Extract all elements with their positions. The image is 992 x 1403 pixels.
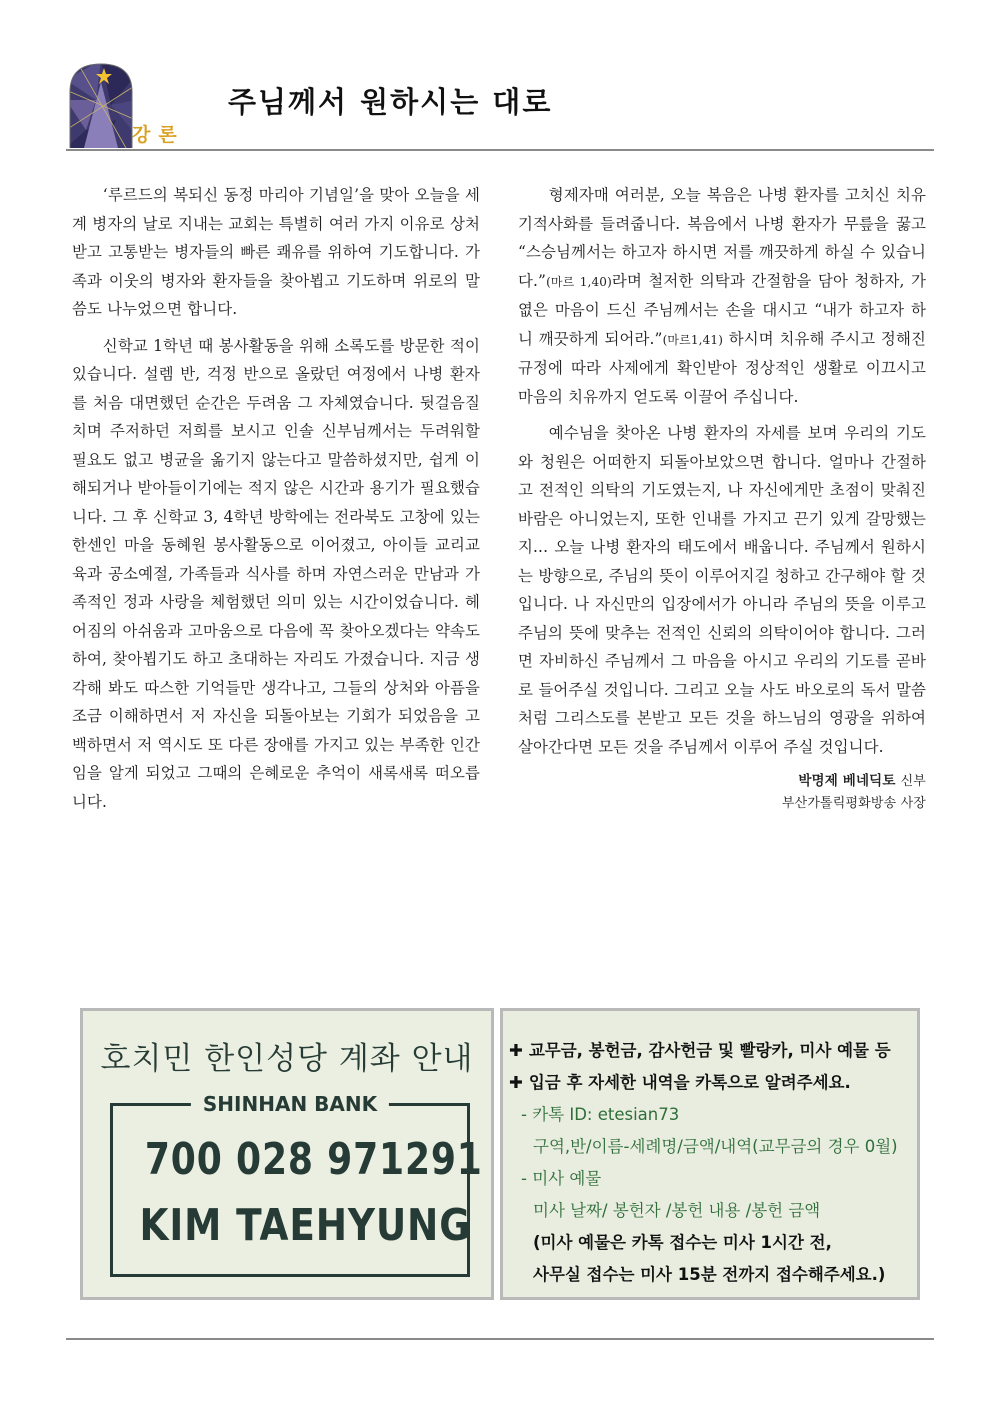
account-holder: KIM TAEHYUNG — [139, 1200, 471, 1251]
account-number: 700 028 971291 — [144, 1134, 483, 1185]
article-left-column — [72, 181, 480, 824]
info-line: ✚ 입금 후 자세한 내역을 카톡으로 알려주세요. — [509, 1067, 911, 1099]
info-line: 구역,반/이름-세례명/금액/내역(교무금의 경우 0월) — [533, 1137, 898, 1156]
author-signature — [518, 769, 926, 815]
cross-icon: ✚ — [509, 1041, 523, 1060]
info-line: ✚ 교무금, 봉헌금, 감사헌금 및 빨랑카, 미사 예물 등 — [509, 1035, 911, 1067]
donation-info-box — [500, 1008, 920, 1300]
info-line: - 미사 예물 — [521, 1169, 602, 1188]
bank-account-box — [80, 1008, 494, 1300]
article-paragraph: 신학교 1학년 때 봉사활동을 위해 소록도를 방문한 적이 있습니다. 설렘 반, 걱정 반으로 올랐던 여정에서 나병 환자를 처음 대면했던 순간은 두려움 그 자체였습니다. 뒷걸음질 치며 주저하던 저희를 보시고 인솔 신부님께서는 두려워할 필요도 없고 병균을 옮기지 않는다고 말씀하셨지만, 쉽게 이해되거나 받아들이기에는 적지 않은 시간과 용기가 필요했습니다. 그 후 신학교 3, 4학년 방학에는 전라북도 고창에 있는 한센인 마을 동혜원 봉사활동으로 이어졌고, 아이들 교리교육과 공소예절, 가족들과 식사를 하며 자연스러운 만남과 가족적인 정과 사랑을 체험했던 의미 있는 시간이었습니다. 헤어짐의 아쉬움과 고마움으로 다음에 꼭 찾아오겠다는 약속도 하여, 찾아뵙기도 하고 초대하는 자리도 가졌습니다. 지금 생각해 봐도 따스한 기억들만 생각나고, 그들의 상처와 아픔을 조금 이해하면서 저 자신을 되돌아보는 기회가 되었음을 고백하면서 저 역시도 또 다른 장애를 가지고 있는 부족한 인간임을 알게 되었고 그때의 은혜로운 추억이 새록새록 떠오릅니다. — [72, 336, 480, 811]
bank-account-frame — [110, 1092, 483, 1277]
cross-icon: ✚ — [509, 1073, 523, 1092]
paragraph-text: 하시며 치유해 주시고 정해진 규정에 따라 사제에게 확인받아 정상적인 생활로 이끄시고 마음의 치유까지 얻도록 이끌어 주십니다. — [518, 329, 926, 406]
scripture-reference: (마르 1,40) — [546, 274, 612, 289]
author-name: 박명제 베네딕토 — [798, 773, 896, 789]
header-divider — [66, 149, 934, 151]
stained-glass-logo-icon — [66, 60, 136, 148]
page-header — [66, 60, 934, 154]
scripture-reference: (마르1,41) — [662, 332, 724, 347]
paragraph-text: 라며 철저한 의탁과 간절함을 담아 청하자, 가엾은 마음이 드신 주님께서는 손을 대시고 “내가 하고자 하니 깨끗하게 되어라.” — [518, 271, 926, 348]
info-line: (미사 예물은 카톡 접수는 미사 1시간 전, — [533, 1233, 832, 1252]
info-line: 미사 날짜/ 봉헌자 /봉헌 내용 /봉헌 금액 — [533, 1201, 821, 1220]
section-label: 강론 — [132, 124, 185, 146]
article-paragraph: ‘루르드의 복되신 동정 마리아 기념일’을 맞아 오늘을 세계 병자의 날로 지내는 교회는 특별히 여러 가지 이유로 상처받고 고통받는 병자들의 빠른 쾌유를 위하여 기도합니다. 가족과 이웃의 병자와 환자들을 찾아뵙고 기도하며 위로의 말씀도 나누었으면 합니다. — [72, 186, 480, 318]
paragraph-text: 형제자매 여러분, 오늘 복음은 나병 환자를 고치신 치유 기적사화를 들려줍니다. 복음에서 나병 환자가 무릎을 꿇고 “스승님께서는 하고자 하시면 저를 깨끗하게 하실 수 있습니다.” — [518, 186, 926, 290]
article-paragraph: 예수님을 찾아온 나병 환자의 자세를 보며 우리의 기도와 청원은 어떠한지 되돌아보았으면 합니다. 얼마나 간절하고 전적인 의탁의 기도였는지, 나 자신에게만 초점이 맞춰진 바람은 아니었는지, 또한 인내를 가지고 끈기 있게 갈망했는지... 오늘 나병 환자의 태도에서 배웁니다. 주님께서 원하시는 방향으로, 주님의 뜻이 이루어지길 청하고 간구해야 할 것입니다. 나 자신만의 입장에서가 아니라 주님의 뜻을 이루고 주님의 뜻에 맞추는 전적인 신뢰의 의탁이어야 합니다. 그러면 자비하신 주님께서 그 마음을 아시고 우리의 기도를 곧바로 들어주실 것입니다. 그리고 오늘 사도 바오로의 독서 말씀처럼 그리스도를 본받고 모든 것을 하느님의 영광을 위하여 살아간다면 모든 것을 주님께서 이루어 주실 것입니다. — [518, 424, 926, 756]
info-line: 사무실 접수는 미사 15분 전까지 접수해주세요.) — [533, 1265, 886, 1284]
author-title: 신부 — [900, 774, 926, 789]
page-title: 주님께서 원하시는 대로 — [228, 85, 553, 119]
bank-name: SHINHAN BANK — [191, 1092, 389, 1116]
author-role: 부산가톨릭평화방송 사장 — [781, 796, 926, 811]
footer-divider — [66, 1338, 934, 1340]
kakao-id-line: - 카톡 ID: etesian73 — [521, 1105, 680, 1124]
article-paragraph — [518, 181, 926, 411]
bank-title: 호치민 한인성당 계좌 안내 — [100, 1041, 474, 1077]
article-right-column — [518, 181, 926, 815]
